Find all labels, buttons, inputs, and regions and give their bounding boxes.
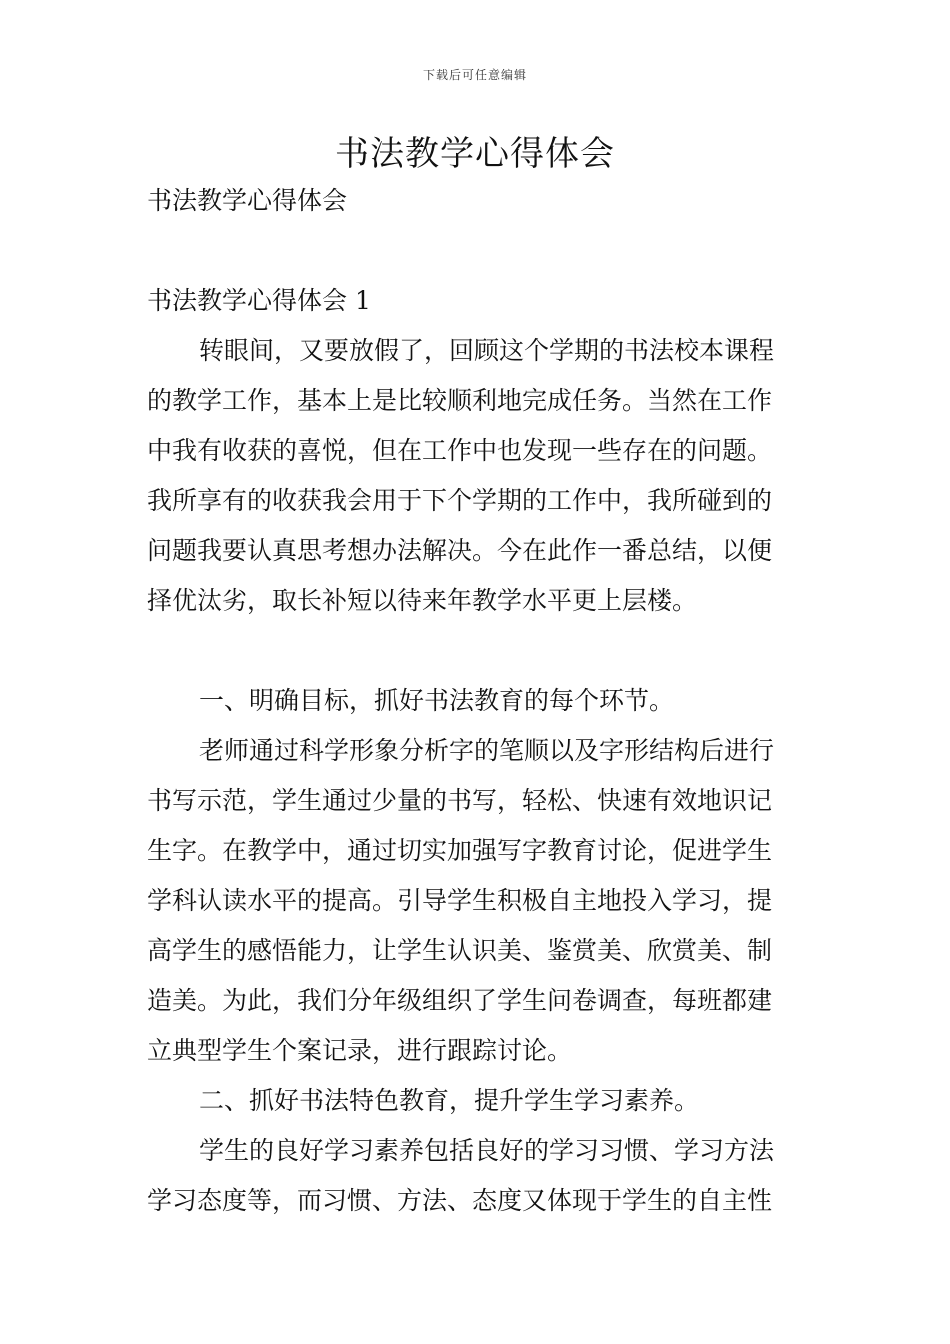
document-title: 书法教学心得体会: [335, 134, 615, 174]
paragraph-line: 学科认读水平的提高。引导学生积极自主地投入学习，提: [147, 886, 773, 915]
blank-line: [147, 626, 807, 676]
paragraph-line: 中我有收获的喜悦，但在工作中也发现一些存在的问题。: [147, 436, 773, 465]
paragraph-line: 老师通过科学形象分析字的笔顺以及字形结构后进行: [199, 736, 775, 765]
paragraph-line: 造美。为此，我们分年级组织了学生问卷调查，每班都建: [147, 986, 773, 1015]
blank-line: [147, 226, 807, 276]
paragraph-line: 转眼间，又要放假了，回顾这个学期的书法校本课程: [199, 336, 775, 365]
paragraph-2: [147, 726, 807, 1076]
paragraph-line: 我所享有的收获我会用于下个学期的工作中，我所碰到的: [147, 486, 773, 515]
paragraph-line: 择优汰劣，取长补短以待来年教学水平更上层楼。: [147, 586, 698, 615]
section-title: 书法教学心得体会 1: [147, 286, 371, 315]
paragraph-line: 立典型学生个案记录，进行跟踪讨论。: [147, 1036, 573, 1065]
paragraph-line: 高学生的感悟能力，让学生认识美、鉴赏美、欣赏美、制: [147, 936, 773, 965]
section-heading-1: 一、明确目标，抓好书法教育的每个环节。: [199, 686, 675, 715]
paragraph-line: 学生的良好学习素养包括良好的学习习惯、学习方法: [199, 1136, 775, 1165]
section-heading-2: 二、抓好书法特色教育，提升学生学习素养。: [199, 1086, 700, 1115]
paragraph-3: [147, 1126, 807, 1226]
document-subtitle: 书法教学心得体会: [147, 186, 348, 215]
paragraph-1: [147, 326, 807, 626]
paragraph-line: 问题我要认真思考想办法解决。今在此作一番总结，以便: [147, 536, 773, 565]
paragraph-line: 的教学工作，基本上是比较顺利地完成任务。当然在工作: [147, 386, 773, 415]
document-body: [147, 176, 807, 1226]
paragraph-line: 学习态度等，而习惯、方法、态度又体现于学生的自主性: [147, 1186, 773, 1215]
page-header-note: 下载后可任意编辑: [422, 68, 527, 82]
paragraph-line: 书写示范，学生通过少量的书写，轻松、快速有效地识记: [147, 786, 773, 815]
paragraph-line: 生字。在教学中，通过切实加强写字教育讨论，促进学生: [147, 836, 773, 865]
